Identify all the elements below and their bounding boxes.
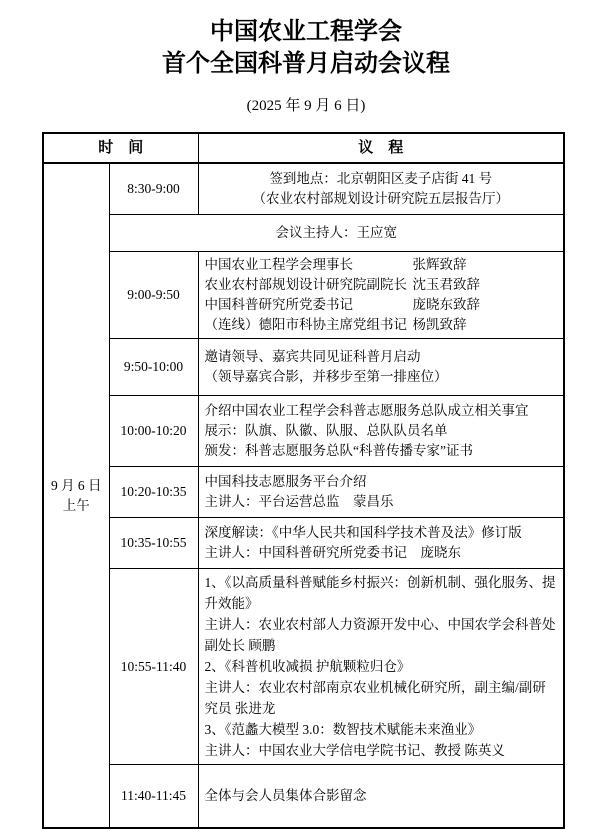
agenda-line <box>205 275 558 295</box>
agenda-line: 主讲人：农业农村部人力资源开发中心、中国农学会科普处副处长 顾鹏 <box>204 617 556 653</box>
agenda-line: 颁发：科普志愿服务总队“科普传播专家”证书 <box>204 443 473 458</box>
time-cell: 10:35-10:55 <box>109 518 198 569</box>
row-launch <box>43 339 564 396</box>
agenda-line: 1、《以高质量科普赋能乡村振兴：创新机制、强化服务、提升效能》 <box>204 575 556 611</box>
column-header-agenda: 议 程 <box>198 133 564 163</box>
time-cell: 10:20-10:35 <box>109 467 198 518</box>
row-speeches <box>43 252 564 339</box>
agenda-cell-lectures <box>198 569 564 765</box>
agenda-line: 展示：队旗、队徽、队服、总队队员名单 <box>204 423 448 438</box>
agenda-line: 3、《范蠡大模型 3.0：数智技术赋能未来渔业》 <box>204 722 482 737</box>
agenda-line: （领导嘉宾合影，并移步至第一排座位） <box>204 369 448 384</box>
agenda-line: 主讲人：中国科普研究所党委书记 庞晓东 <box>204 545 462 560</box>
agenda-line: 中国科技志愿服务平台介绍 <box>204 474 367 489</box>
time-cell: 9:00-9:50 <box>109 252 198 339</box>
agenda-line: 主讲人：农业农村部南京农业机械化研究所，副主编/副研究员 张进龙 <box>204 680 546 716</box>
time-cell: 8:30-9:00 <box>109 163 198 215</box>
time-cell: 10:55-11:40 <box>109 569 198 765</box>
agenda-line: 深度解读：《中华人民共和国科学技术普及法》修订版 <box>204 525 522 540</box>
agenda-line <box>205 255 558 275</box>
agenda-cell-launch <box>198 339 564 396</box>
agenda-line: 签到地点：北京朝阳区麦子店街 41 号 <box>269 171 493 186</box>
date-cell-line1: 9 月 6 日 <box>50 477 102 493</box>
time-cell: 10:00-10:20 <box>109 396 198 467</box>
agenda-line <box>205 295 558 315</box>
agenda-line: 邀请领导、嘉宾共同见证科普月启动 <box>204 349 421 364</box>
agenda-line <box>205 315 558 335</box>
time-cell: 11:40-11:45 <box>109 765 198 829</box>
time-cell: 9:50-10:00 <box>109 339 198 396</box>
agenda-cell-signin <box>198 163 564 215</box>
table-header-row <box>43 133 564 163</box>
row-lectures <box>43 569 564 765</box>
agenda-cell-platform <box>198 467 564 518</box>
speaker-role: 农业农村部规划设计研究院副院长 <box>204 277 408 292</box>
agenda-line: 主讲人：中国农业大学信电学院书记、教授 陈英义 <box>204 743 505 758</box>
agenda-cell-photo <box>198 765 564 829</box>
speaker-role: 中国科普研究所党委书记 <box>204 297 354 312</box>
row-platform <box>43 467 564 518</box>
agenda-cell-volunteer <box>198 396 564 467</box>
date-cell-line2: 上午 <box>62 497 90 513</box>
agenda-table <box>42 132 565 829</box>
agenda-cell-speeches <box>198 252 564 339</box>
column-header-time: 时 间 <box>43 133 198 163</box>
row-law <box>43 518 564 569</box>
row-host <box>43 215 564 252</box>
agenda-line: 全体与会人员集体合影留念 <box>204 788 367 803</box>
host-cell: 会议主持人：王应宽 <box>109 215 564 252</box>
agenda-line: 主讲人：平台运营总监 蒙昌乐 <box>204 494 394 509</box>
agenda-line: 2、《科普机收减损 护航颗粒归仓》 <box>204 659 411 674</box>
page-title-line1: 中国农业工程学会 <box>210 18 402 45</box>
speaker-name: 杨凯致辞 <box>412 317 467 332</box>
agenda-cell-law <box>198 518 564 569</box>
page-title-line2: 首个全国科普月启动会议程 <box>162 50 450 77</box>
agenda-line: （农业农村部规划设计研究院五层报告厅） <box>252 191 510 206</box>
speaker-role: 中国农业工程学会理事长 <box>204 257 354 272</box>
speaker-role: （连线）德阳市科协主席党组书记 <box>204 317 408 332</box>
speaker-name: 张辉致辞 <box>412 257 467 272</box>
speaker-name: 庞晓东致辞 <box>412 297 481 312</box>
row-photo <box>43 765 564 829</box>
agenda-line: 介绍中国农业工程学会科普志愿服务总队成立相关事宜 <box>204 403 529 418</box>
date-cell <box>43 163 109 828</box>
page-date: (2025 年 9 月 6 日) <box>246 98 366 114</box>
speaker-name: 沈玉君致辞 <box>412 277 481 292</box>
row-volunteer <box>43 396 564 467</box>
row-signin <box>43 163 564 215</box>
